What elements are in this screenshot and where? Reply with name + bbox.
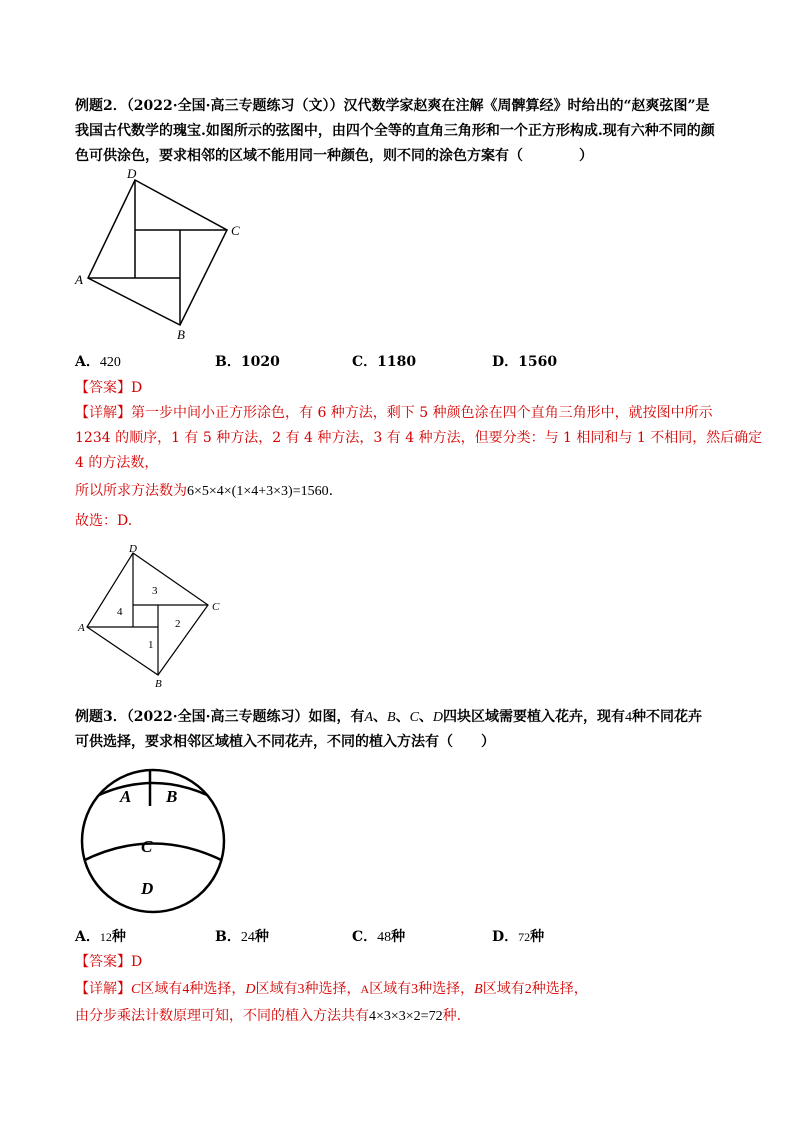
question-text: 四块区域需要植入花卉，现有: [443, 709, 626, 725]
outer-square: [88, 180, 227, 325]
option-value: 420: [99, 355, 121, 370]
separator: 、: [395, 709, 410, 725]
ex2-answer: 【答案】D: [75, 380, 143, 396]
ex2-detail-line-3: 4 的方法数，: [75, 455, 159, 471]
region-d-ref: D: [432, 710, 444, 725]
zhao-shuang-diagram: [70, 165, 250, 345]
option-key: A．: [75, 354, 100, 370]
ex2-detail-line-1: [75, 403, 713, 423]
ex2-question-line-2: 我国古代数学的瑰宝.如图所示的弦图中，由四个全等的直角三角形和一个正方形构成.现有六种不同的颜: [75, 123, 715, 139]
separator: 、: [373, 709, 388, 725]
region-a-ref: A: [364, 710, 374, 725]
detail-text: 区域有: [140, 981, 183, 997]
option-value: 72: [518, 930, 531, 944]
question-text: 例题3．（2022·全国·高三专题练习）如图，有: [75, 709, 365, 725]
detail-text: 所以所求方法数为: [75, 483, 187, 499]
region-c-label: C: [141, 837, 153, 856]
ex3-option-c: [352, 927, 405, 948]
detail-period: .: [328, 483, 334, 499]
option-key: D．: [492, 354, 519, 370]
ex3-detail-line-1: [75, 979, 588, 1000]
detail-formula: 4×3×3×2=72: [369, 1009, 443, 1024]
region-b-label: B: [166, 787, 178, 806]
separator: 、: [418, 709, 433, 725]
region-d-label: D: [141, 879, 154, 898]
detail-text: 由分步乘法计数原理可知，不同的植入方法共有: [75, 1008, 369, 1024]
option-value: 48: [377, 930, 392, 945]
ex3-detail-line-2: [75, 1006, 461, 1027]
region-d-ref: D: [245, 982, 256, 997]
detail-text: 种选择，: [531, 981, 588, 997]
label-d: D: [127, 166, 137, 181]
option-unit: 种: [391, 929, 406, 945]
label-a: A: [78, 622, 85, 634]
label-d: D: [129, 543, 137, 555]
detail-tag: 【详解】: [75, 405, 131, 421]
ex2-detail-line-2: 1234 的顺序，1 有 5 种方法，2 有 4 种方法，3 有 4 种方法，但要分类：与 1 相同和与 1 不相同，然后确定: [75, 430, 763, 446]
region-2-label: 2: [175, 618, 181, 630]
option-key: D．: [492, 929, 519, 945]
label-b: B: [155, 678, 162, 690]
ex3-option-b: [215, 927, 269, 948]
detail-text: 种.: [442, 1008, 462, 1024]
ex3-question-line-2: 可供选择，要求相邻区域植入不同花卉，不同的植入方法有（ ）: [75, 734, 495, 750]
region-c-ref: C: [131, 982, 141, 997]
detail-formula: 6×5×4×(1×4+3×3)=1560: [187, 484, 329, 499]
detail-text: 种选择，: [189, 981, 246, 997]
detail-number: 4: [182, 982, 190, 997]
option-key: A．: [75, 929, 100, 945]
option-key: C．: [352, 354, 378, 370]
label-b: B: [177, 327, 185, 342]
flower-count: 4: [625, 710, 633, 725]
ex2-detail-line-4: [75, 481, 333, 502]
outer-square: [87, 553, 208, 675]
detail-text: 种选择，: [418, 981, 475, 997]
region-c-ref: C: [409, 710, 419, 725]
option-key: C．: [352, 929, 378, 945]
option-unit: 种: [111, 929, 126, 945]
option-value: 24: [240, 930, 255, 945]
region-3-label: 3: [152, 585, 158, 597]
option-key: B．: [215, 354, 241, 370]
region-b-ref: B: [387, 710, 396, 725]
zhao-shuang-diagram-numbered: [75, 540, 235, 690]
ex3-answer: 【答案】D: [75, 954, 143, 970]
detail-tag: 【详解】: [75, 981, 131, 997]
region-4-label: 4: [117, 606, 123, 618]
region-b-ref: B: [474, 982, 483, 997]
option-value: 1180: [377, 354, 417, 370]
region-a-label: A: [120, 787, 132, 806]
detail-text: 第一步中间小正方形涂色，有 6 种方法，剩下 5 种颜色涂在四个直角三角形中，就按图中所示: [131, 405, 713, 421]
option-key: B．: [215, 929, 241, 945]
detail-text: 区域有: [255, 981, 298, 997]
ex2-option-c: [352, 352, 416, 372]
ex2-option-b: [215, 352, 280, 372]
ex2-option-a: [75, 352, 121, 373]
region-1-label: 1: [148, 639, 154, 651]
ex3-option-a: [75, 927, 126, 947]
arc-bottom: [75, 844, 231, 866]
ex2-question-line-1: 例题2．（2022·全国·高三专题练习（文））汉代数学家赵爽在注解《周髀算经》时给出的“赵爽弦图”是: [75, 98, 710, 114]
option-unit: 种: [254, 929, 269, 945]
option-value: 12: [99, 930, 112, 944]
detail-text: 区域有: [482, 981, 525, 997]
label-a: A: [75, 272, 83, 287]
detail-text: 区域有: [369, 981, 412, 997]
ex3-question-line-1: [75, 707, 702, 728]
option-unit: 种: [530, 929, 545, 945]
question-text: 种不同花卉: [632, 709, 703, 725]
ex2-question-line-3: 色可供涂色，要求相邻的区域不能用同一种颜色，则不同的涂色方案有（ ）: [75, 148, 593, 164]
circle-regions-diagram: [75, 762, 235, 922]
option-value: 1020: [240, 354, 280, 370]
detail-number: 3: [411, 982, 419, 997]
region-a-ref: A: [360, 982, 370, 996]
label-c: C: [231, 223, 240, 238]
detail-number: 2: [524, 982, 532, 997]
ex2-choose: 故选：D.: [75, 513, 133, 529]
ex2-option-d: [492, 352, 557, 372]
ex3-option-d: [492, 927, 544, 947]
detail-number: 3: [297, 982, 305, 997]
option-value: 1560: [518, 354, 558, 370]
detail-text: 种选择，: [304, 981, 361, 997]
label-c: C: [212, 601, 220, 613]
